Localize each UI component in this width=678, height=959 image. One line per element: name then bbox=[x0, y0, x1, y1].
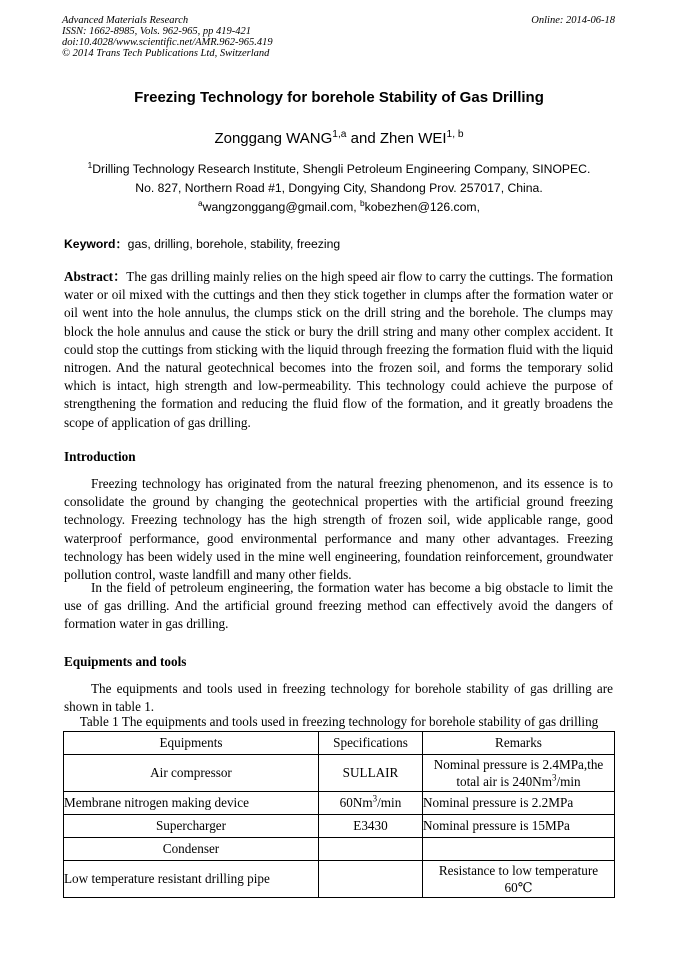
introduction-heading: Introduction bbox=[64, 449, 136, 464]
email-a-sup: a bbox=[198, 197, 203, 208]
introduction-paragraph-2: In the field of petroleum engineering, the formation water has become a big obstacle to limit the use of gas drilling. And the artificial ground freezing method can effectively avoid the dangers of formation water in gas drilling. bbox=[64, 580, 613, 632]
author-line bbox=[0, 130, 678, 147]
online-date: Online: 2014-06-18 bbox=[531, 15, 615, 26]
keywords-label: Keyword： bbox=[64, 237, 128, 251]
header-equipments: Equipments bbox=[64, 732, 319, 755]
affiliation-line-1 bbox=[0, 160, 678, 179]
cell-remark bbox=[423, 838, 615, 861]
remark-line: Nominal pressure is 2.4MPa,the bbox=[433, 756, 604, 772]
remark-line bbox=[423, 773, 614, 791]
cell-equipment: Membrane nitrogen making device bbox=[64, 792, 319, 815]
email-line bbox=[0, 198, 678, 217]
email-b[interactable]: kobezhen@126.com, bbox=[364, 200, 480, 214]
author-2: and Zhen WEI bbox=[350, 130, 447, 147]
keywords bbox=[64, 235, 340, 252]
cell-equipment: Condenser bbox=[64, 838, 319, 861]
cell-spec bbox=[319, 861, 423, 898]
cell-equipment: Supercharger bbox=[64, 815, 319, 838]
remark-text: total air is 240Nm bbox=[456, 774, 552, 789]
copyright-line: © 2014 Trans Tech Publications Ltd, Switzerland bbox=[62, 48, 270, 59]
cell-equipment: Low temperature resistant drilling pipe bbox=[64, 861, 319, 898]
affiliation-text: Drilling Technology Research Institute, Shengli Petroleum Engineering Company, SINOPEC. bbox=[92, 162, 591, 176]
table-row bbox=[64, 815, 615, 838]
abstract bbox=[64, 268, 613, 432]
table-row bbox=[64, 861, 615, 898]
spec-text: 60Nm bbox=[339, 795, 373, 811]
table-caption: Table 1 The equipments and tools used in freezing technology for borehole stability of gas drilling bbox=[79, 714, 599, 729]
paper-title: Freezing Technology for borehole Stability of Gas Drilling bbox=[134, 89, 544, 106]
table-row bbox=[64, 838, 615, 861]
introduction-paragraph-1: Freezing technology has originated from the natural freezing phenomenon, and its essence is to consolidate the ground by changing the geotechnical properties with the artificial ground freezing technology. Freezing technology has the high strength of frozen soil, wide applicable range, good waterproof performance, good environmental performance and many other advantages. Freezing technology has been widely used in the mine well engineering, foundation reinforcement, groundwater pollution control, waste landfill and many other fields. bbox=[64, 476, 613, 583]
table-row bbox=[64, 792, 615, 815]
equipments-paragraph: The equipments and tools used in freezing technology for borehole stability of gas drilling are shown in table 1. bbox=[64, 681, 613, 715]
table-row bbox=[64, 755, 615, 792]
affiliation-sup: 1 bbox=[87, 159, 93, 170]
header-remarks: Remarks bbox=[423, 732, 615, 755]
journal-name: Advanced Materials Research bbox=[62, 15, 189, 26]
cell-remark: Nominal pressure is 15MPa bbox=[423, 815, 615, 838]
remark-text: /min bbox=[556, 774, 581, 789]
cell-spec bbox=[319, 838, 423, 861]
keywords-text: gas, drilling, borehole, stability, freezing bbox=[127, 237, 341, 251]
cell-remark bbox=[423, 861, 615, 898]
header-specifications: Specifications bbox=[319, 732, 423, 755]
equipment-table bbox=[63, 731, 615, 898]
author-1-affil: 1,a bbox=[332, 129, 347, 140]
cell-remark bbox=[423, 755, 615, 792]
spec-sup: 3 bbox=[372, 793, 378, 804]
doi-line: doi:10.4028/www.scientific.net/AMR.962-965.419 bbox=[62, 37, 273, 48]
cell-equipment: Air compressor bbox=[64, 755, 319, 792]
remark-line: 60℃ bbox=[504, 880, 533, 895]
affiliation bbox=[0, 160, 678, 217]
affiliation-line-2: No. 827, Northern Road #1, Dongying City, Shandong Prov. 257017, China. bbox=[135, 181, 543, 195]
remark-sup: 3 bbox=[551, 772, 557, 783]
cell-spec: E3430 bbox=[319, 815, 423, 838]
author-1: Zonggang WANG bbox=[214, 130, 333, 147]
spec-text: /min bbox=[377, 795, 402, 811]
table-header-row bbox=[64, 732, 615, 755]
cell-remark: Nominal pressure is 2.2MPa bbox=[423, 792, 615, 815]
remark-line: Resistance to low temperature bbox=[438, 862, 599, 878]
abstract-text: The gas drilling mainly relies on the high speed air flow to carry the cuttings. The formation water or oil mixed with the cuttings and then they stick together in clumps after the formation water or oil went into the hole annulus, the clumps stick on the drill string and the borehole. The clumps may block the hole annulus and cause the stick or bury the drill string and many other complex accident. It could stop the cuttings from sticking with the liquid through freezing the formation fluid with the liquid nitrogen. And the natural geotechnical becomes into the frozen soil, and forms the temporary solid which is intact, high strength and low-permeability. This technology could achieve the purpose of strengthening the formation and reducing the fluid flow of the formation, and it greatly broadens the scope of application of gas drilling. bbox=[64, 269, 613, 430]
email-b-sup: b bbox=[360, 197, 365, 208]
issn-line: ISSN: 1662-8985, Vols. 962-965, pp 419-421 bbox=[62, 26, 251, 37]
email-a[interactable]: wangzonggang@gmail.com, bbox=[202, 200, 360, 214]
cell-spec: SULLAIR bbox=[319, 755, 423, 792]
author-2-affil: 1, b bbox=[446, 129, 464, 140]
abstract-label: Abstract： bbox=[64, 269, 127, 284]
equipments-heading: Equipments and tools bbox=[64, 654, 187, 669]
cell-spec bbox=[319, 792, 423, 815]
